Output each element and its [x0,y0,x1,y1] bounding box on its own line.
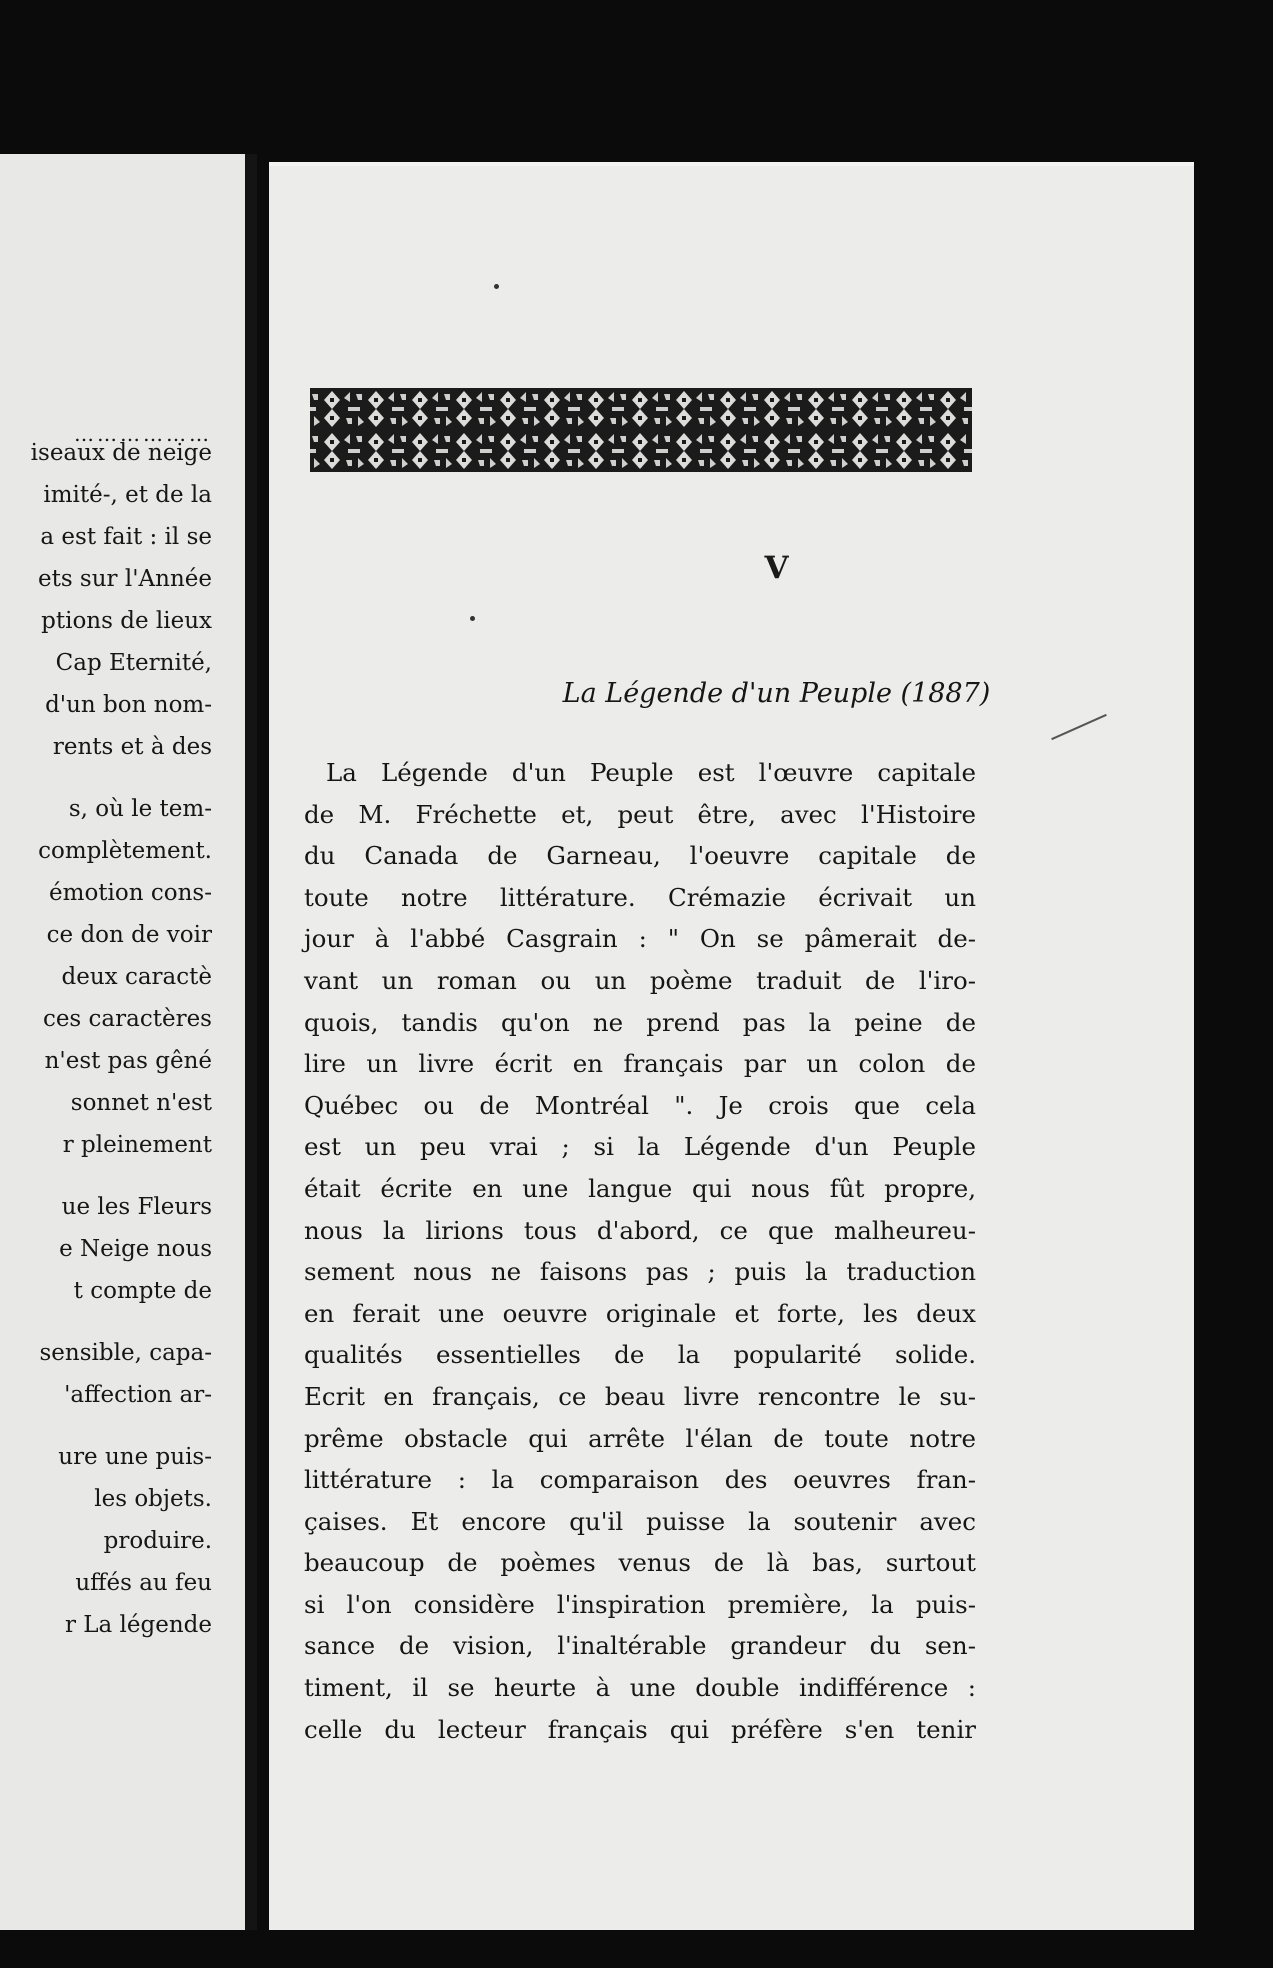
text-line: ue les Fleurs [61,1194,212,1220]
chapter-number: V [764,550,789,586]
right-page [269,162,1194,1930]
text-line: celle du lecteur français qui préfère s'en tenir [304,1714,976,1744]
text-line: Québec ou de Montréal ". Je crois que cela [304,1090,976,1120]
text-line: si l'on considère l'inspiration première, la puis- [304,1589,976,1619]
text-line: Ecrit en français, ce beau livre rencontre le su- [304,1381,976,1411]
text-line: vant un roman ou un poème traduit de l'iro- [304,965,976,995]
dust-speck [470,616,475,621]
left-page [0,154,257,1930]
text-line: complètement. [38,838,212,864]
margin-pencil-mark [1051,714,1107,740]
text-line: ets sur l'Année [37,566,212,592]
text-line: imité-, et de la [43,482,212,508]
left-page-text [0,432,212,1646]
text-line: sensible, capa- [39,1340,212,1366]
text-line: t compte de [73,1278,212,1304]
text-line: les objets. [94,1486,212,1512]
text-line: Cap Eternité, [55,650,212,676]
text-line: sonnet n'est [70,1090,212,1116]
text-line: çaises. Et encore qu'il puisse la soutenir avec [304,1506,976,1536]
paragraph-gap [0,1166,212,1186]
text-line: sance de vision, l'inaltérable grandeur du sen- [304,1631,976,1661]
text-line: e Neige nous [59,1236,212,1262]
text-line: littérature : la comparaison des oeuvres fran- [304,1465,976,1495]
text-line: jour à l'abbé Casgrain : " On se pâmerait de- [304,924,976,954]
paragraph-gap [0,768,212,788]
text-line: du Canada de Garneau, l'oeuvre capitale de [304,841,976,871]
text-line: timent, il se heurte à une double indifférence : [304,1673,976,1703]
text-line: qualités essentielles de la popularité solide. [304,1340,976,1370]
text-line: nous la lirions tous d'abord, ce que malheureu- [304,1215,976,1245]
text-line: ces caractères [42,1006,212,1032]
text-line: ure une puis- [58,1444,212,1470]
text-line: lire un livre écrit en français par un colon de [304,1049,976,1079]
text-line: est un peu vrai ; si la Légende d'un Peuple [304,1132,976,1162]
paragraph-gap [0,1416,212,1436]
text-line: prême obstacle qui arrête l'élan de toute notre [304,1423,976,1453]
text-line: iseaux de neige [30,440,212,466]
chapter-title: La Légende d'un Peuple (1887) [562,678,991,709]
text-line: rents et à des [52,734,212,760]
text-line: r La légende [64,1612,212,1638]
text-line: La Légende d'un Peuple est l'œuvre capitale [326,758,976,787]
text-line: ptions de lieux [41,608,212,634]
text-line: 'affection ar- [64,1382,212,1408]
text-line: de M. Fréchette et, peut être, avec l'Histoire [304,799,976,829]
binding-shadow [245,154,257,1930]
text-line: beaucoup de poèmes venus de là bas, surtout [304,1548,976,1578]
text-line: a est fait : il se [40,524,212,550]
text-line: en ferait une oeuvre originale et forte, les deux [304,1298,976,1328]
text-line: ce don de voir [46,922,212,948]
body-text [304,752,976,1750]
text-line: émotion cons- [49,880,212,906]
text-line: était écrite en une langue qui nous fût propre, [304,1173,976,1203]
text-line: d'un bon nom- [45,692,212,718]
text-line: deux caractè [61,964,212,990]
ornamental-header-band [310,388,972,472]
text-line: toute notre littérature. Crémazie écrivait un [304,882,976,912]
dust-speck [494,284,499,289]
text-line: r pleinement [62,1132,212,1158]
text-line: sement nous ne faisons pas ; puis la traduction [304,1257,976,1287]
text-line: produire. [103,1528,212,1554]
text-line: quois, tandis qu'on ne prend pas la peine de [304,1007,976,1037]
text-line: n'est pas gêné [44,1048,212,1074]
separator-dots: ……………… [74,422,212,446]
paragraph-gap [0,1312,212,1332]
text-line: s, où le tem- [68,796,212,822]
text-line: uffés au feu [75,1570,212,1596]
